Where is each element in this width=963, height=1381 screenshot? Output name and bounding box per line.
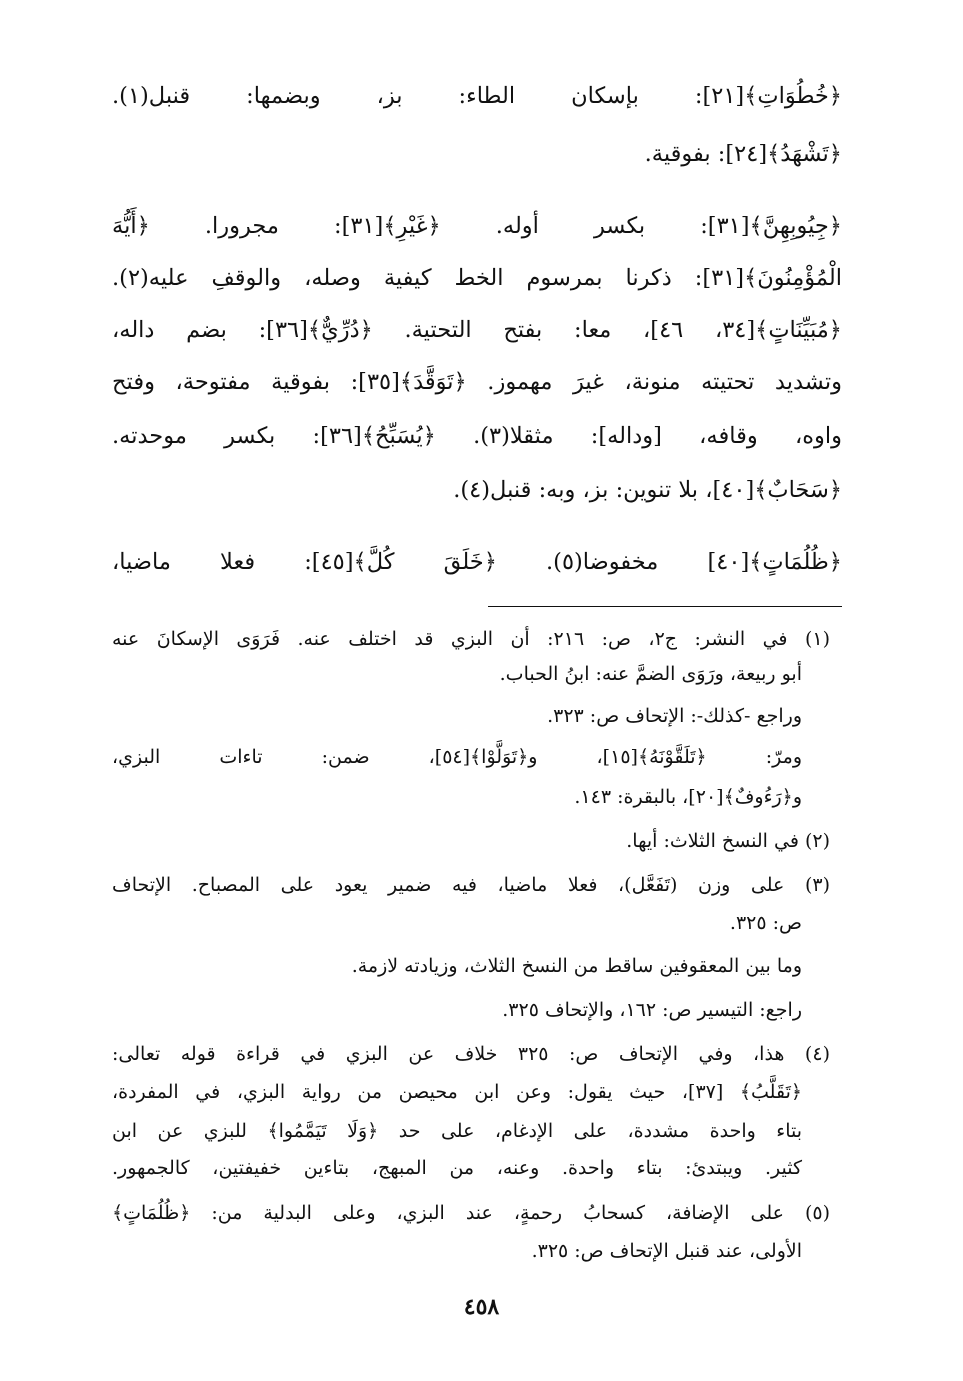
main-text-line: ﴿جِيُوبِهِنَّ﴾[٣١]: بكسر أوله. ﴿غَيْرِ﴾[٣١]: مجرورا. ﴿أَيُّهَ [112, 213, 842, 239]
main-text-line: واوه، وقافه، [وداله]: مثقلا(٣). ﴿يُسَبِّحُ﴾[٣٦]: بكسر موحدته. [112, 423, 842, 449]
footnote-line: ومرّ: ﴿تَلَقَّوْنَهُ﴾[١٥]، و﴿تَوَلَّوْا﴾[٥٤]، ضمن: تاءات البزي، [112, 746, 802, 768]
footnote-line: (١) في النشر: ج٢، ص: ٢١٦: أن البزي قد اختلف عنه. فَرَوَى الإسكانَ عنه [112, 628, 830, 650]
main-text-line: ﴿سَحَابٌ﴾[٤٠]، بلا تنوين: بز، وبه: قنبل(٤). [453, 477, 842, 503]
footnote-line: الأولى، عند قنبل الإتحاف ص: ٣٢٥. [531, 1240, 802, 1262]
footnote-separator [488, 606, 842, 607]
main-text-line: ﴿تَشْهَدُ﴾[٢٤]: بفوقية. [644, 141, 842, 167]
footnote-line: (٣) على وزن (تَفَعَّل)، فعلا ماضيا، فيه ضمير يعود على المصباح. الإتحاف [112, 874, 830, 896]
main-text-line: الْمُؤْمِنُونَ﴾[٣١]: ذكرنا بمرسوم الخط كيفية وصله، والوقفِ عليه(٢). [112, 265, 842, 291]
footnote-line: (٤) هذا، وفي الإتحاف ص: ٣٢٥ خلاف عن البزي في قراءة قوله تعالى: [112, 1043, 830, 1065]
footnote-line: وما بين المعقوفين ساقط من النسخ الثلاث، وزيادته لازمة. [351, 955, 802, 977]
main-text-line: ﴿مُبَيِّنَاتٍ﴾[٣٤، ٤٦]، معا: بفتح التحتية. ﴿دُرِّيٌّ﴾[٣٦]: بضم داله، [112, 317, 842, 343]
footnote-line: و﴿رَءُوفٌ﴾[٢٠]، بالبقرة: ١٤٣. [574, 786, 802, 808]
main-text-line: وتشديد تحتيته منونة، غيرَ مهموز. ﴿تَوَقَّدَ﴾[٣٥]: بفوقية مفتوحة، وفتح [112, 369, 842, 395]
page-number: ٤٥٨ [463, 1294, 500, 1320]
footnote-line: (٥) على الإضافة، كسحابُ رحمةٍ، عند البزي، وعلى البدلية من: ﴿ظُلُمَاتٍ﴾ [112, 1202, 831, 1224]
footnote-line: وراجع -كذلك-: الإتحاف ص: ٣٢٣. [547, 705, 802, 727]
footnote-line: ﴿تَقَلَّبُ﴾ [٣٧]، حيث يقول: وعن ابن محيصن من رواية البزي، في المفردة، [112, 1081, 802, 1103]
footnote-line: بتاء واحدة مشددة، على الإدغام، على حد ﴿وَلَا تَيَمَّمُوا﴾ للبزي عن ابن [112, 1120, 802, 1142]
main-text-line: ﴿ظُلُمَاتٍ﴾[٤٠] مخفوضا(٥). ﴿خَلَقَ كُلَّ﴾[٤٥]: فعلا ماضيا، [112, 549, 842, 575]
footnote-line: كثير. ويبتدئ: بتاء واحدة. وعنه، من المبهج، بتاءين خفيفتين، كالجمهور. [112, 1157, 802, 1179]
footnote-line: أبو ربيعة، ورَوَى الضمَّ عنه: ابنُ الحباب. [499, 663, 802, 685]
footnote-line: (٢) في النسخ الثلاث: أيها. [626, 830, 830, 852]
footnote-line: ص: ٣٢٥. [729, 912, 802, 934]
footnote-line: راجع: التيسير ص: ١٦٢، والإتحاف ٣٢٥. [502, 999, 802, 1021]
main-text-line: ﴿خُطُوَاتِ﴾[٢١]: بإسكان الطاء: بز، وبضمها: قنبل(١). [112, 83, 842, 109]
